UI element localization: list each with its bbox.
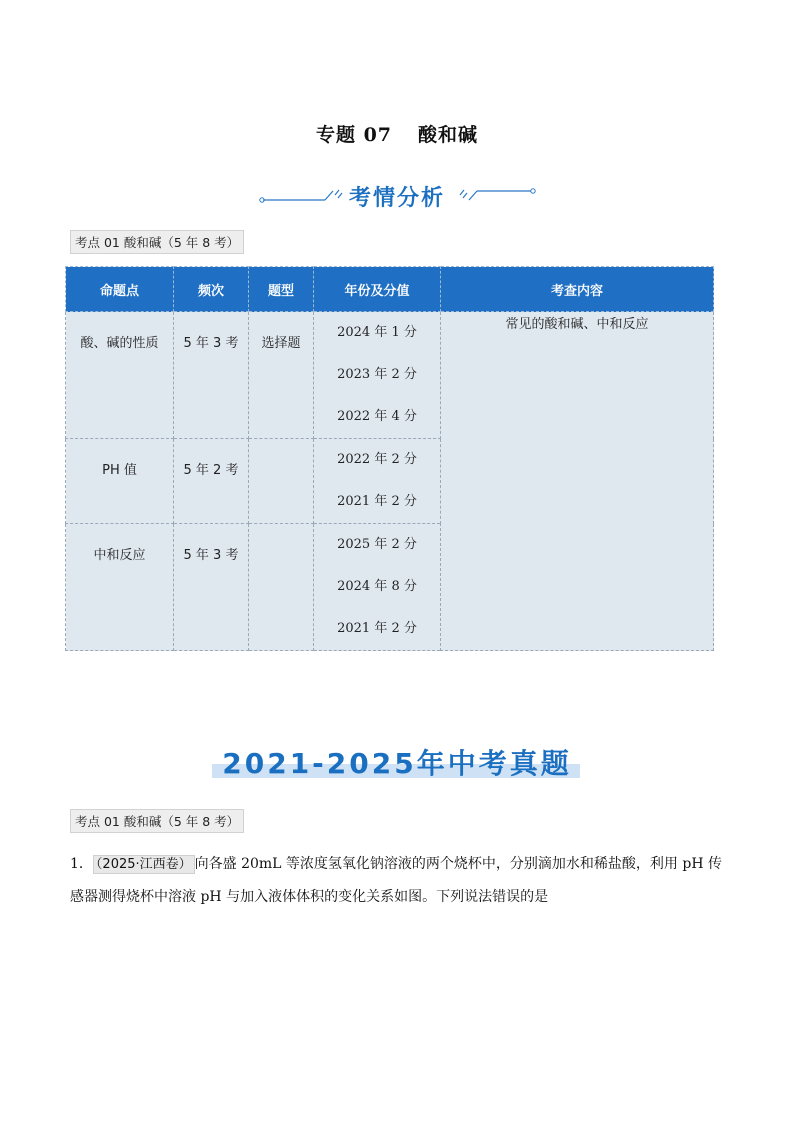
- header-topic: 命题点: [66, 267, 174, 312]
- year-score-item: 2024 年 1 分: [337, 325, 417, 340]
- document-title: [0, 120, 794, 147]
- cell-frequency: 5 年 3 考: [174, 524, 249, 651]
- year-score-item: 2021 年 2 分: [337, 494, 417, 509]
- cell-frequency: 5 年 2 考: [174, 439, 249, 524]
- cell-frequency: 5 年 3 考: [174, 312, 249, 439]
- exam-banner-title: 2021-2025年中考真题: [222, 747, 572, 780]
- title-topic-name: 酸和碱: [418, 124, 479, 146]
- title-topic-number: 专题 07: [315, 124, 393, 146]
- cell-year-score: [314, 312, 441, 439]
- analysis-banner-title: 考情分析: [348, 186, 445, 211]
- cell-question-type: 选择题: [249, 312, 314, 439]
- cell-topic: PH 值: [66, 439, 174, 524]
- cell-year-score: [314, 439, 441, 524]
- year-score-item: 2022 年 2 分: [337, 452, 417, 467]
- kaodian-label-2: 考点 01 酸和碱（5 年 8 考）: [70, 809, 244, 833]
- cell-question-type: [249, 439, 314, 524]
- cell-question-type: [249, 524, 314, 651]
- question-text: 向各盛 20mL 等浓度氢氧化钠溶液的两个烧杯中，分别滴加水和稀盐酸，利用 pH 传感器测得烧杯中溶液 pH 与加入液体体积的变化关系如图。下列说法错误的是: [70, 856, 722, 905]
- year-score-item: 2023 年 2 分: [337, 367, 417, 382]
- header-question-type: 题型: [249, 267, 314, 312]
- cell-year-score: [314, 524, 441, 651]
- year-score-item: 2022 年 4 分: [337, 409, 417, 424]
- cell-topic: 酸、碱的性质: [66, 312, 174, 439]
- header-frequency: 频次: [174, 267, 249, 312]
- year-score-item: 2024 年 8 分: [337, 579, 417, 594]
- header-year-score: 年份及分值: [314, 267, 441, 312]
- header-content: 考查内容: [441, 267, 714, 312]
- question-1: [70, 848, 730, 913]
- year-score-item: 2021 年 2 分: [337, 621, 417, 636]
- year-score-item: 2025 年 2 分: [337, 537, 417, 552]
- analysis-table: [65, 266, 714, 651]
- kaodian-label: 考点 01 酸和碱（5 年 8 考）: [70, 230, 244, 254]
- cell-topic: 中和反应: [66, 524, 174, 651]
- question-source: （2025·江西卷）: [93, 855, 195, 874]
- cell-content: 常见的酸和碱、中和反应: [441, 312, 714, 651]
- table-row: [66, 312, 714, 439]
- question-number: 1．: [70, 856, 93, 872]
- table-header-row: [66, 267, 714, 312]
